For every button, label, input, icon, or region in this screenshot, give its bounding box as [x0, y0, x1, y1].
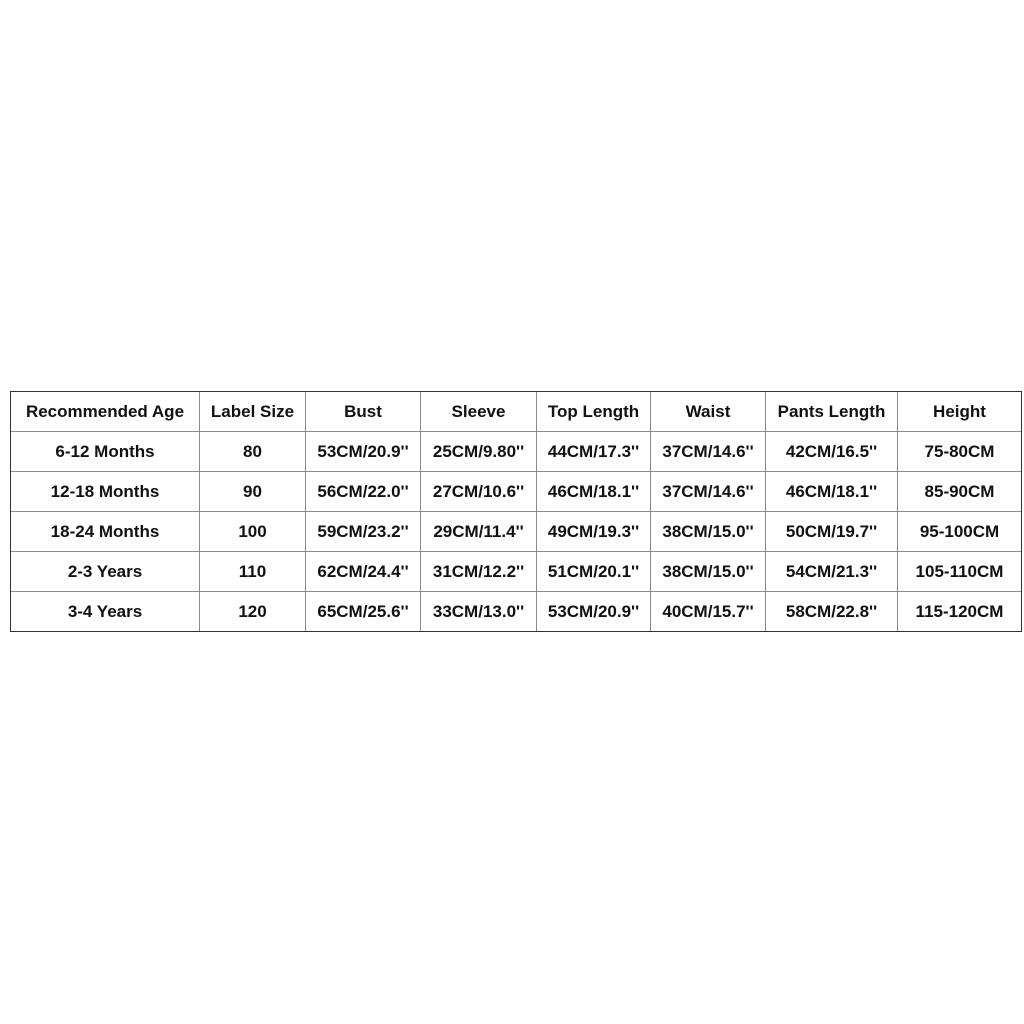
cell-top-length: 51CM/20.1'' [537, 552, 651, 592]
cell-label-size: 90 [200, 472, 306, 512]
cell-waist: 38CM/15.0'' [651, 512, 766, 552]
cell-waist: 38CM/15.0'' [651, 552, 766, 592]
cell-waist: 40CM/15.7'' [651, 592, 766, 632]
cell-pants-length: 58CM/22.8'' [766, 592, 898, 632]
cell-top-length: 46CM/18.1'' [537, 472, 651, 512]
table-row [11, 552, 1022, 592]
table-row [11, 432, 1022, 472]
cell-label-size: 100 [200, 512, 306, 552]
cell-sleeve: 33CM/13.0'' [421, 592, 537, 632]
cell-top-length: 44CM/17.3'' [537, 432, 651, 472]
cell-age: 3-4 Years [11, 592, 200, 632]
size-chart-table [10, 391, 1022, 632]
table-row [11, 512, 1022, 552]
header-height: Height [898, 392, 1022, 432]
cell-height: 75-80CM [898, 432, 1022, 472]
header-sleeve: Sleeve [421, 392, 537, 432]
cell-sleeve: 25CM/9.80'' [421, 432, 537, 472]
cell-bust: 62CM/24.4'' [306, 552, 421, 592]
cell-height: 85-90CM [898, 472, 1022, 512]
header-label-size: Label Size [200, 392, 306, 432]
cell-pants-length: 50CM/19.7'' [766, 512, 898, 552]
cell-bust: 59CM/23.2'' [306, 512, 421, 552]
cell-bust: 65CM/25.6'' [306, 592, 421, 632]
cell-age: 18-24 Months [11, 512, 200, 552]
header-recommended-age: Recommended Age [11, 392, 200, 432]
cell-label-size: 110 [200, 552, 306, 592]
header-waist: Waist [651, 392, 766, 432]
cell-waist: 37CM/14.6'' [651, 472, 766, 512]
cell-pants-length: 54CM/21.3'' [766, 552, 898, 592]
header-pants-length: Pants Length [766, 392, 898, 432]
cell-sleeve: 29CM/11.4'' [421, 512, 537, 552]
header-bust: Bust [306, 392, 421, 432]
cell-sleeve: 27CM/10.6'' [421, 472, 537, 512]
cell-top-length: 53CM/20.9'' [537, 592, 651, 632]
header-top-length: Top Length [537, 392, 651, 432]
cell-sleeve: 31CM/12.2'' [421, 552, 537, 592]
table-row [11, 592, 1022, 632]
cell-label-size: 120 [200, 592, 306, 632]
cell-age: 6-12 Months [11, 432, 200, 472]
cell-pants-length: 42CM/16.5'' [766, 432, 898, 472]
header-row [11, 392, 1022, 432]
cell-age: 12-18 Months [11, 472, 200, 512]
cell-height: 115-120CM [898, 592, 1022, 632]
cell-bust: 53CM/20.9'' [306, 432, 421, 472]
cell-height: 105-110CM [898, 552, 1022, 592]
cell-label-size: 80 [200, 432, 306, 472]
cell-height: 95-100CM [898, 512, 1022, 552]
cell-waist: 37CM/14.6'' [651, 432, 766, 472]
cell-top-length: 49CM/19.3'' [537, 512, 651, 552]
table-row [11, 472, 1022, 512]
cell-bust: 56CM/22.0'' [306, 472, 421, 512]
cell-pants-length: 46CM/18.1'' [766, 472, 898, 512]
cell-age: 2-3 Years [11, 552, 200, 592]
